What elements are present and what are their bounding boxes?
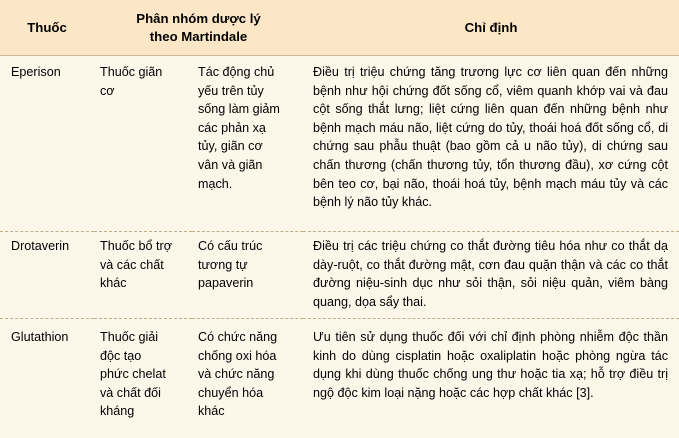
table-row xyxy=(0,56,679,232)
header-indication: Chỉ định xyxy=(303,0,679,56)
drug-group: Thuốc giãn cơ xyxy=(94,56,192,232)
drug-mechanism: Có cấu trúc tương tự papaverin xyxy=(192,232,303,319)
table-row xyxy=(0,319,679,438)
table-body xyxy=(0,56,679,438)
drug-group: Thuốc bổ trợ và các chất khác xyxy=(94,232,192,319)
table-header xyxy=(0,0,679,56)
header-pharmacological-group: Phân nhóm dược lý theo Martindale xyxy=(94,0,303,56)
header-row xyxy=(0,0,679,56)
drug-name: Glutathion xyxy=(0,319,94,438)
drug-indication: Điều trị triệu chứng tăng trương lực cơ liên quan đến những bệnh như hội chứng đốt sống cổ, viêm quanh khớp vai và đau cột sống thắt lưng; liệt cứng liên quan đến những bệnh như bệnh mạch máu não, liệt cứng do tủy, thoái hoá đốt sống cổ, di chứng sau phẫu thuật (bao gồm cả u não tủy), di chứng sau chấn thương (chấn thương tủy, tổn thương đầu), xơ cứng cột bên teo cơ, bại não, thoái hoá tủy, bệnh mạch máu tủy và các bệnh lý não tủy khác. xyxy=(303,56,679,232)
drug-indication: Điều trị các triệu chứng co thắt đường tiêu hóa như co thắt dạ dày-ruột, co thắt đường mật, cơn đau quặn thận và các co thắt đường niệu-sinh dục như sỏi thận, sỏi niệu quản, viêm bàng quang, dọa sẩy thai. xyxy=(303,232,679,319)
drug-mechanism: Có chức năng chống oxi hóa và chức năng chuyển hóa khác xyxy=(192,319,303,438)
drug-group: Thuốc giải độc tạo phức chelat và chất đối kháng xyxy=(94,319,192,438)
drug-name: Drotaverin xyxy=(0,232,94,319)
drug-mechanism: Tác động chủ yếu trên tủy sống làm giảm các phản xạ tủy, giãn cơ vân và giãn mạch. xyxy=(192,56,303,232)
table-row xyxy=(0,232,679,319)
drug-indication: Ưu tiên sử dụng thuốc đối với chỉ định phòng nhiễm độc thần kinh do dùng cisplatin hoặc oxaliplatin hoặc phòng ngừa tác dụng khi dùng thuốc chống ung thư hoặc tia xạ; hỗ trợ điều trị ngộ độc kim loại nặng hoặc các hợp chất khác [3]. xyxy=(303,319,679,438)
drug-name: Eperison xyxy=(0,56,94,232)
header-drug: Thuốc xyxy=(0,0,94,56)
